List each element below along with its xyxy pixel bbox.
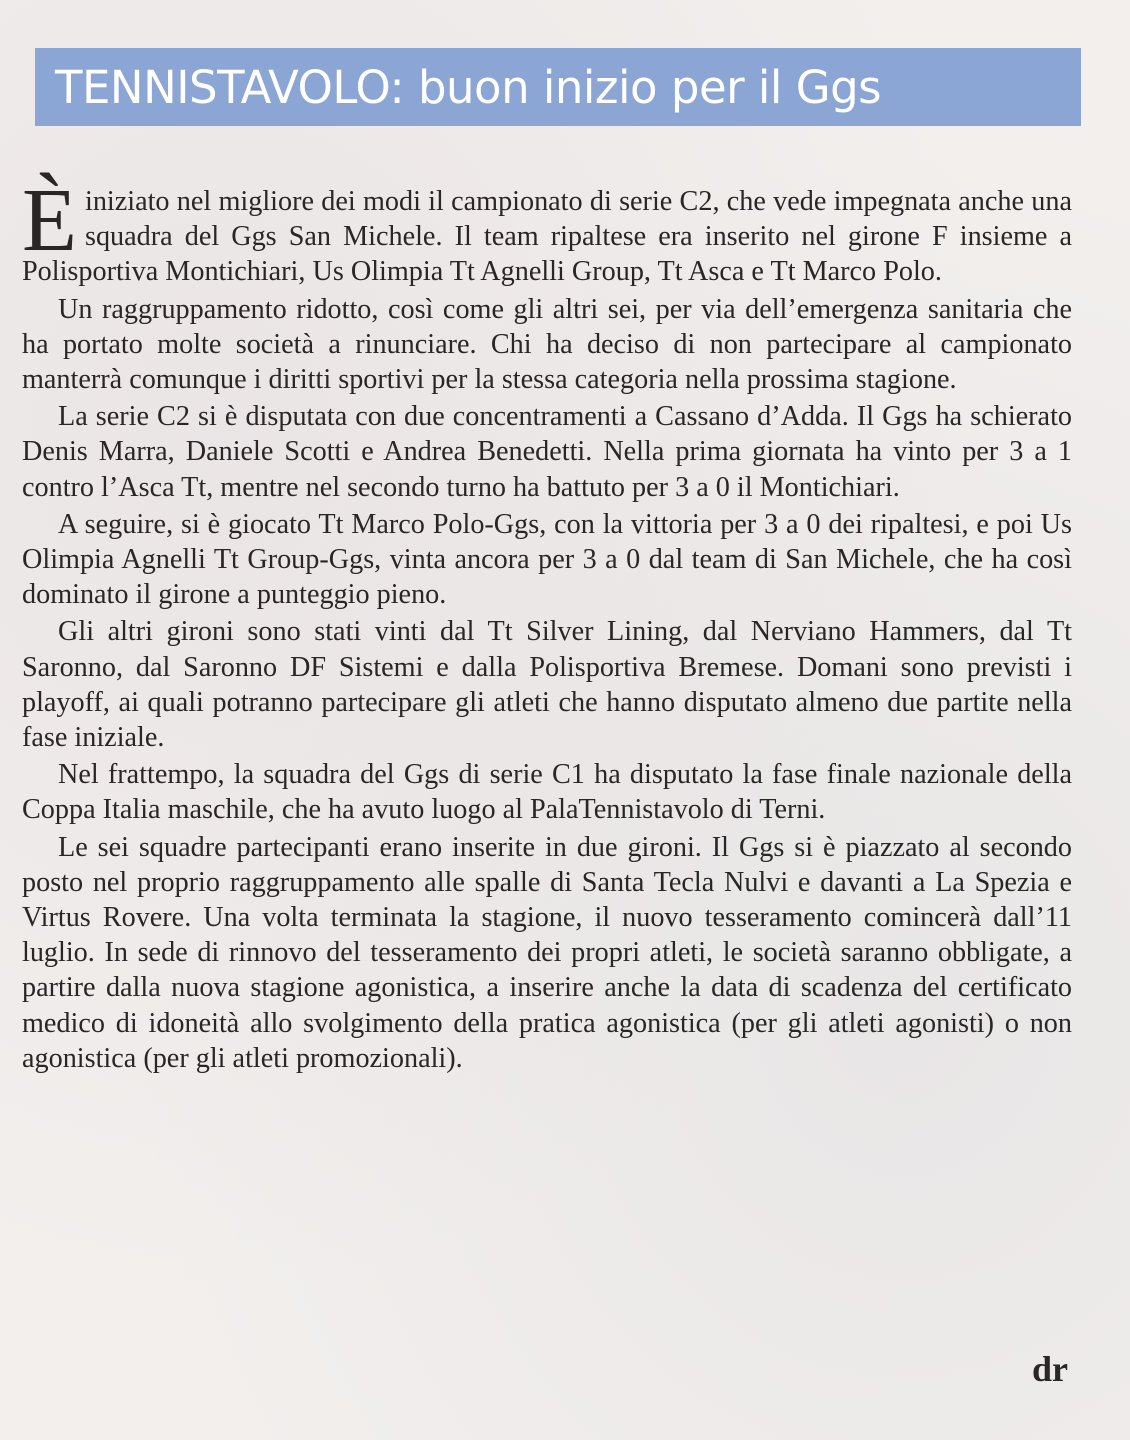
drop-cap: È: [22, 171, 77, 270]
article-paragraph-5: Gli altri gironi sono stati vinti dal Tt Silver Lining, dal Nerviano Hammers, dal Tt Saronno, dal Saronno DF Sistemi e dalla Polisportiva Bremese. Domani sono previsti i playoff, ai quali potranno partecipare gli atleti che hanno disputato almeno due partite nella fase iniziale.: [22, 616, 1072, 754]
article-paragraph-4: A seguire, si è giocato Tt Marco Polo-Ggs, con la vittoria per 3 a 0 dei ripaltesi, e poi Us Olimpia Agnelli Tt Group-Ggs, vinta ancora per 3 a 0 dal team di San Michele, che ha così dominato il girone a punteggio pieno.: [22, 508, 1072, 611]
author-signature: dr: [1032, 1349, 1068, 1389]
article-headline: TENNISTAVOLO: buon inizio per il Ggs: [55, 60, 882, 114]
paragraph-text: iniziato nel migliore dei modi il campionato di serie C2, che vede impegnata anche una squadra del Ggs San Michele. Il team ripaltese era inserito nel girone F insieme a Polisportiva Montichiari, Us Olimpia Tt Agnelli Group, Tt Asca e Tt Marco Polo.: [22, 186, 1072, 288]
article-paragraph-3: La serie C2 si è disputata con due concentramenti a Cassano d’Adda. Il Ggs ha schierato Denis Marra, Daniele Scotti e Andrea Benedetti. Nella prima giornata ha vinto per 3 a 1 contro l’Asca Tt, mentre nel secondo turno ha battuto per 3 a 0 il Montichiari.: [22, 401, 1072, 503]
article-paragraph-7: Le sei squadre partecipanti erano inserite in due gironi. Il Ggs si è piazzato al secondo posto nel proprio raggruppamento alle spalle di Santa Tecla Nulvi e davanti a La Spezia e Virtus Rovere. Una volta terminata la stagione, il nuovo tesseramento comincerà dall’11 luglio. In sede di rinnovo del tesseramento dei propri atleti, le società saranno obbligate, a partire dalla nuova stagione agonistica, a inserire anche la data di scadenza del certificato medico di idoneità allo svolgimento della pratica agonistica (per gli atleti agonisti) o non agonistica (per gli atleti promozionali).: [22, 831, 1072, 1074]
article-paragraph-6: Nel frattempo, la squadra del Ggs di serie C1 ha disputato la fase finale nazionale della Coppa Italia maschile, che ha avuto luogo al PalaTennistavolo di Terni.: [22, 759, 1072, 826]
headline-bar: [35, 48, 1081, 126]
article-paragraph-2: Un raggruppamento ridotto, così come gli altri sei, per via dell’emergenza sanitaria che ha portato molte società a rinunciare. Chi ha deciso di non partecipare al campionato manterrà comunque i diritti sportivi per la stessa categoria nella prossima stagione.: [22, 293, 1072, 396]
article-body: [22, 171, 1072, 1078]
article-paragraph-1: [22, 171, 1072, 290]
